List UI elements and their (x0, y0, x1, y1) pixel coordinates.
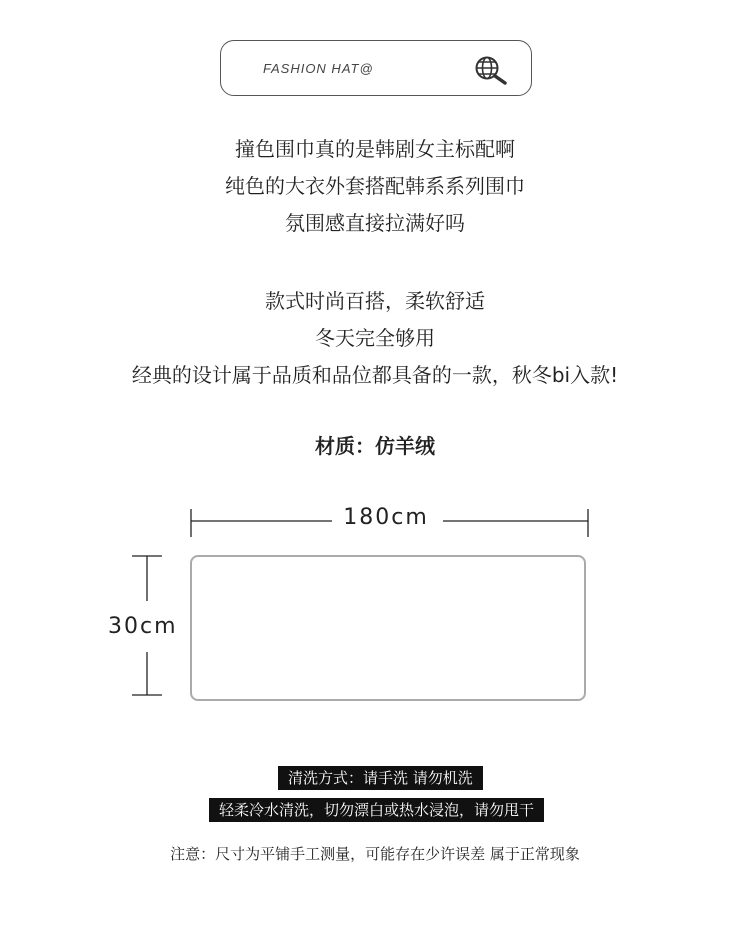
description-line: 纯色的大衣外套搭配韩系系列围巾 (225, 174, 525, 198)
description-line: 经典的设计属于品质和品位都具备的一款，秋冬bi入款! (131, 363, 619, 387)
description-line: 款式时尚百搭，柔软舒适 (265, 289, 485, 313)
scarf-outline (190, 555, 586, 701)
height-dimension-label: 30cm (108, 614, 178, 639)
description-line: 冬天完全够用 (315, 326, 435, 350)
material-label: 材质：仿羊绒 (315, 434, 435, 458)
description-line: 氛围感直接拉满好吗 (285, 211, 465, 235)
care-method-badge: 清洗方式：请手洗 请勿机洗 (278, 766, 483, 790)
width-dimension-label: 180cm (343, 505, 429, 530)
measurement-note: 注意：尺寸为平铺手工测量，可能存在少许误差 属于正常现象 (170, 845, 580, 863)
search-text: FASHION HAT@ (263, 61, 374, 76)
description-line: 撞色围巾真的是韩剧女主标配啊 (235, 137, 515, 161)
care-instruction-badge: 轻柔冷水清洗，切勿漂白或热水浸泡，请勿甩干 (209, 798, 544, 822)
